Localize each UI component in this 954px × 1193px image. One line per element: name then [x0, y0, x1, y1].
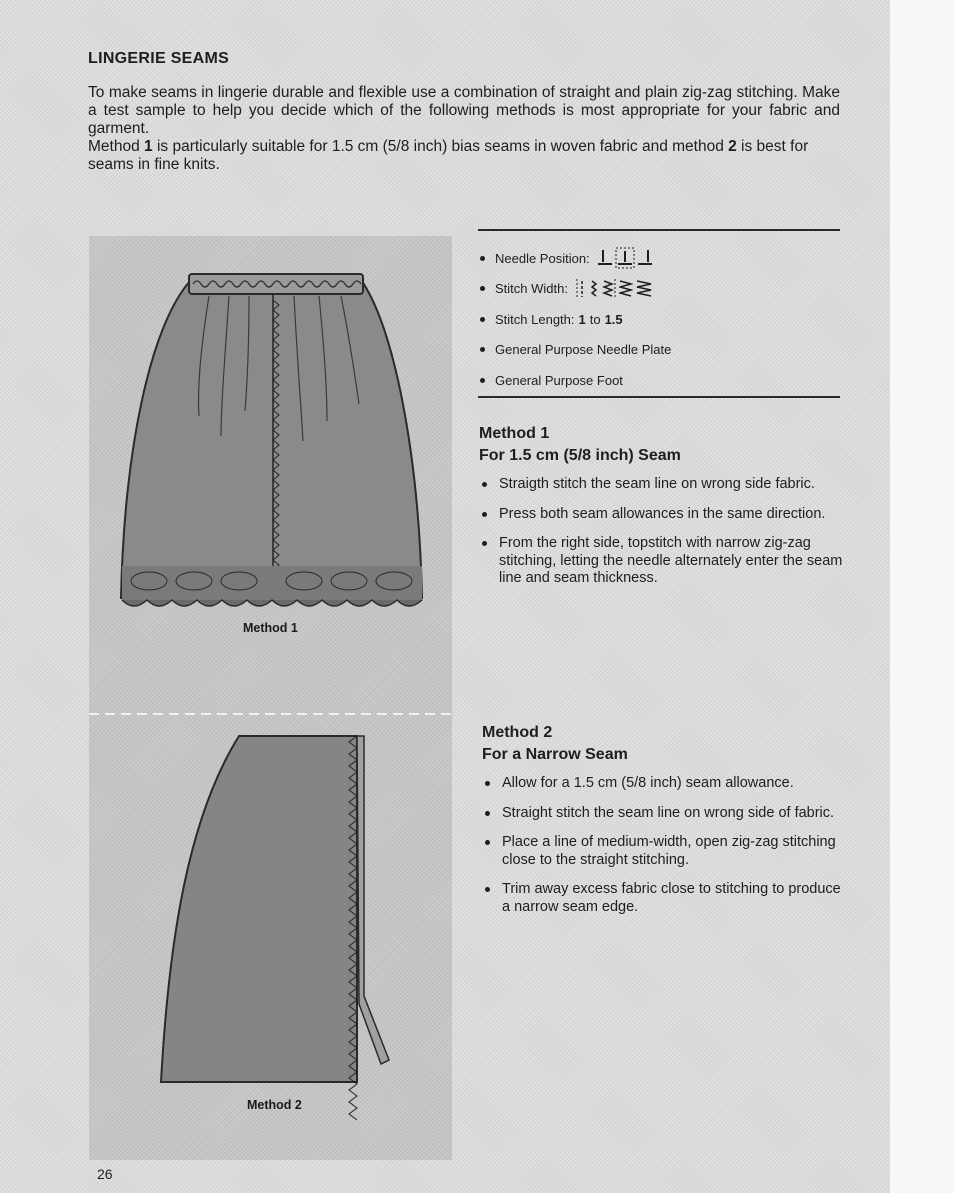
bullet — [480, 256, 485, 261]
needle-plate-text: General Purpose Needle Plate — [495, 342, 672, 358]
note-part: Method — [88, 138, 145, 155]
stitch-length-to: 1.5 — [604, 311, 623, 327]
step-text: Place a line of medium-width, open zig-zag stitching close to the straight stitching. — [502, 834, 836, 868]
method-note — [88, 138, 840, 174]
method2-subtitle: For a Narrow Seam — [482, 746, 628, 763]
setting-needle-plate — [480, 335, 840, 366]
method1-steps — [479, 476, 843, 600]
intro-text — [88, 84, 840, 174]
intro-paragraph: To make seams in lingerie durable and flexible use a combination of straight and plain zig-zag stitching. Make a test sample to help you decide which of the following methods is most appropriate for your fabric and garment. — [88, 84, 840, 137]
bullet — [482, 482, 487, 487]
stitch-length-label: Stitch Length: — [495, 311, 575, 327]
method1-skirt-drawing — [121, 274, 422, 606]
method2-heading — [482, 722, 628, 766]
list-item — [482, 881, 846, 916]
straight-stitch-icon — [576, 278, 586, 300]
bullet — [480, 317, 485, 322]
machine-settings-list — [480, 243, 840, 396]
step-text: Allow for a 1.5 cm (5/8 inch) seam allowance. — [502, 775, 794, 791]
needle-position-label: Needle Position: — [495, 250, 590, 266]
method1-subtitle: For 1.5 cm (5/8 inch) Seam — [479, 447, 681, 464]
page-heading: LINGERIE SEAMS — [88, 50, 230, 67]
settings-top-rule — [478, 229, 840, 231]
method1-title: Method 1 — [479, 425, 550, 442]
list-item — [479, 476, 843, 494]
note-method-number: 1 — [144, 138, 153, 155]
method2-title: Method 2 — [482, 724, 553, 741]
note-part: is best for seams in fine knits. — [88, 138, 809, 173]
bullet — [485, 840, 490, 845]
list-item — [479, 535, 843, 588]
list-item — [479, 506, 843, 524]
method2-skirt-drawing — [161, 736, 389, 1120]
method2-caption: Method 2 — [247, 1098, 302, 1112]
needle-left-icon — [598, 248, 612, 268]
note-method-number: 2 — [728, 138, 737, 155]
stitch-length-to-word: to — [589, 311, 601, 327]
setting-stitch-length — [480, 304, 840, 335]
bullet — [485, 811, 490, 816]
skirt-illustrations — [89, 236, 452, 1160]
note-part: is particularly suitable for 1.5 cm (5/8 inch) bias seams in woven fabric and method — [152, 138, 729, 155]
foot-text: General Purpose Foot — [495, 372, 623, 388]
bullet — [485, 887, 490, 892]
needle-center-icon — [615, 247, 635, 269]
list-item — [482, 775, 846, 793]
list-item — [482, 805, 846, 823]
bullet — [482, 512, 487, 517]
needle-right-icon — [638, 248, 652, 268]
stitch-length-from: 1 — [578, 311, 586, 327]
settings-bottom-rule — [478, 396, 840, 398]
narrow-zigzag-icon — [589, 278, 599, 300]
bullet — [480, 347, 485, 352]
method1-caption: Method 1 — [243, 621, 298, 635]
medium-zigzag-icon — [602, 278, 616, 300]
illustration-panel — [89, 236, 452, 1160]
setting-foot — [480, 365, 840, 396]
step-text: From the right side, topstitch with narrow zig-zag stitching, letting the needle alternately enter the seam line and seam thickness. — [499, 535, 843, 586]
step-text: Press both seam allowances in the same direction. — [499, 505, 826, 522]
page-number: 26 — [97, 1166, 113, 1182]
step-text: Trim away excess fabric close to stitching to produce a narrow seam edge. — [502, 881, 841, 915]
method1-heading — [479, 423, 681, 467]
setting-needle-position — [480, 243, 840, 274]
stitch-width-label: Stitch Width: — [495, 281, 568, 297]
list-item — [482, 834, 846, 869]
bullet — [480, 378, 485, 383]
wide-zigzag-icon — [619, 278, 633, 300]
bullet — [482, 541, 487, 546]
method2-steps — [482, 775, 846, 928]
step-text: Straigth stitch the seam line on wrong side fabric. — [499, 476, 815, 492]
bullet — [485, 781, 490, 786]
setting-stitch-width — [480, 274, 840, 305]
widest-zigzag-icon — [636, 278, 652, 300]
bullet — [480, 286, 485, 291]
step-text: Straight stitch the seam line on wrong side of fabric. — [502, 804, 835, 821]
